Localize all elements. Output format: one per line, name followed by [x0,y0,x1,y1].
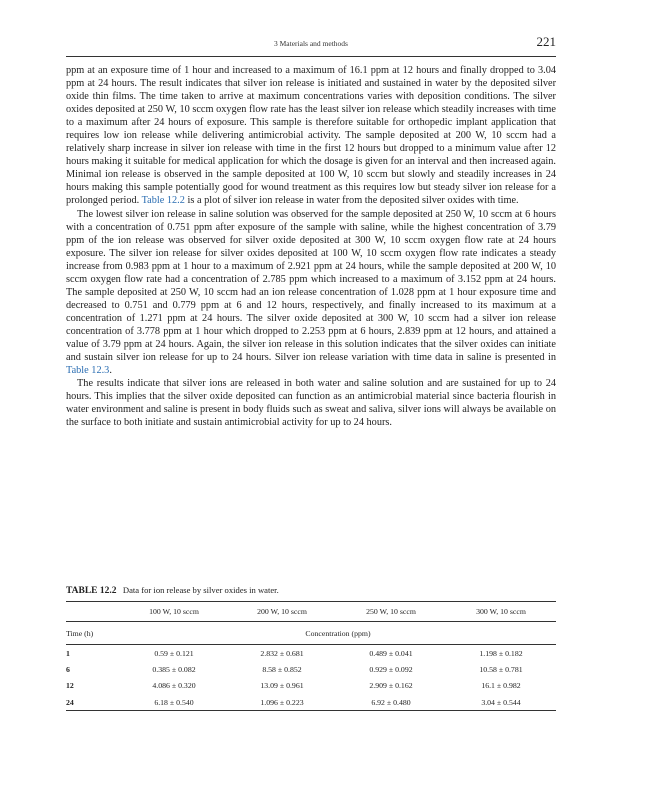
column-header: 300 W, 10 sccm [446,602,556,622]
table-12-2-link[interactable]: Table 12.2 [141,195,185,207]
value-cell: 6.18 ± 0.540 [120,694,228,711]
value-cell: 0.59 ± 0.121 [154,648,194,658]
table-row [66,661,556,678]
chapter-title: 3 Materials and methods [274,39,348,48]
table-12-3-link[interactable]: Table 12.3 [66,365,110,377]
value-cell: 6.92 ± 0.480 [336,694,446,711]
table-row [66,678,556,695]
value-cell: 0.929 ± 0.092 [369,664,413,674]
value-cell: 8.58 ± 0.852 [262,664,302,674]
time-cell: 1 [66,648,70,658]
table-row [66,694,556,711]
table-subheader-row [66,622,556,645]
value-cell: 13.09 ± 0.961 [260,681,304,691]
paragraph-1-text-a: ppm at an exposure time of 1 hour and increased to a maximum of 16.1 ppm at 12 hours and finally dropped to 3.04 ppm at 24 hours. The result indicates that silver ion release is initiated and sustained in water by the deposited silver oxide thin films. The time taken to arrive at maximum concentrations varies with deposition conditions. The silver oxides deposited at 250 W, 10 sccm oxygen flow rate has the least silver ion release which steadily increases with time to a maximum after 24 hours of exposure. This sample is therefore suitable for orthopedic implant application that requires low ion release while delivering antimicrobial activity. The sample deposited at 200 W, 10 sccm had a relatively sharp increase in silver ion release with time in the first 12 hours but dropped to a minimum value after 12 hours making it suitable for medical application for which the dosage is given for an interval and then increased again. Minimal ion release is observed in the sample deposited at 100 W, 10 sccm but slowly and steadily increases in 24 hours making this sample potentially good for wound treatment as this requires low but steady silver ion release for a prolonged period. [66,65,556,207]
table-title: Data for ion release by silver oxides in water. [122,585,279,595]
column-header: 200 W, 10 sccm [228,602,336,622]
column-header: 100 W, 10 sccm [120,602,228,622]
body-text [66,64,556,429]
page-number: 221 [536,34,556,49]
paragraph-2 [66,208,556,378]
table-row [66,645,556,662]
value-cell: 2.832 ± 0.681 [260,648,304,658]
value-cell: 16.1 ± 0.982 [481,681,521,691]
value-cell: 1.198 ± 0.182 [479,648,523,658]
time-cell: 24 [66,694,120,711]
value-cell: 2.909 ± 0.162 [369,681,413,691]
paragraph-3: The results indicate that silver ions are released in both water and saline solution and are sustained for up to 24 hours. This implies that the silver oxide deposited can function as an antimicrobial material since bacteria flourish in water environment and saline is present in body fluids such as sweat and saliva, silver ions will always be available on the surface to both initiate and sustain antimicrobial activity for up to 24 hours. [66,378,556,429]
table-caption [66,585,556,596]
value-cell: 10.58 ± 0.781 [479,664,523,674]
value-cell: 0.489 ± 0.041 [369,648,413,658]
table-column-header-row [66,602,556,622]
paragraph-2-text-b: . [109,365,112,377]
value-cell: 4.086 ± 0.320 [152,681,196,691]
time-cell: 12 [66,681,74,691]
paragraph-1 [66,64,556,208]
paragraph-1-text-b: is a plot of silver ion release in water from the deposited silver oxides with time. [184,195,519,207]
value-cell: 1.096 ± 0.223 [228,694,336,711]
column-header: 250 W, 10 sccm [336,602,446,622]
value-cell: 3.04 ± 0.544 [446,694,556,711]
table-corner-cell [66,602,120,622]
table-label: TABLE 12.2 [66,586,117,596]
time-cell: 6 [66,664,70,674]
ion-release-table [66,601,556,711]
running-header [66,30,556,57]
time-header: Time (h) [66,622,120,645]
paragraph-2-text-a: The lowest silver ion release in saline solution was observed for the sample deposited at 250 W, 10 sccm at 6 hours with a concentration of 0.751 ppm after exposure of the sample with saline, while the highest concentration of 3.79 ppm of the ion release was observed for silver oxide deposited at 300 W, 10 sccm oxygen flow rate at 24 hours exposure. The silver ion release for silver oxides deposited at 100 W, 10 sccm oxygen flow rate indicates a steady increase from 0.983 ppm at 1 hour to a maximum of 2.921 ppm at 24 hours, while the sample deposited at 200 W, 10 sccm oxygen flow rate had a concentration of 2.785 ppm which increased to a maximum of 3.152 ppm at 24 hours. The sample deposited at 250 W, 10 sccm had an ion release concentration of 1.028 ppm at 1 hour exposure time and decreased to 0.751 and 0.779 ppm at 6 and 12 hours, respectively, and finally increased to its maximum at a concentration of 1.271 ppm at 24 hours. The silver oxide deposited at 300 W, 10 sccm had a silver ion release concentration of 3.778 ppm at 1 hour which dropped to 2.253 ppm at 6 hours, 2.839 ppm at 12 hours, and attained a value of 3.79 ppm at 24 hours. Again, the silver ion release in this solution indicates that the silver oxides can initiate and sustain silver ion release for up to 24 hours. Silver ion release variation with time data in saline is presented in [66,208,556,364]
concentration-header: Concentration (ppm) [120,622,556,645]
value-cell: 0.385 ± 0.082 [152,664,196,674]
